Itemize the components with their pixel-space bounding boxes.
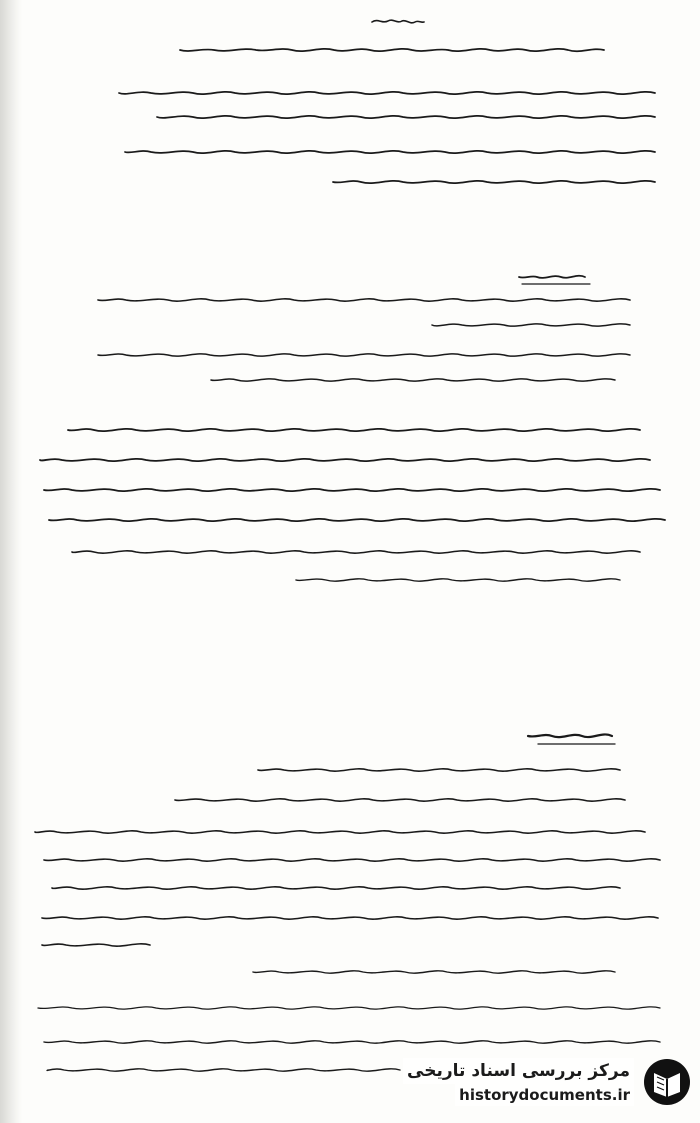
heading-one bbox=[519, 276, 590, 284]
intro-line-2 bbox=[157, 116, 655, 118]
intro-line-3 bbox=[125, 151, 655, 153]
archive-watermark bbox=[402, 1049, 692, 1115]
book-emblem-icon bbox=[642, 1057, 692, 1107]
basmala-line bbox=[372, 20, 424, 23]
items-two bbox=[35, 769, 660, 1071]
items-one bbox=[40, 299, 665, 581]
opening-line-1 bbox=[180, 49, 604, 51]
watermark-title: مرکز بررسی اسناد تاریخی bbox=[403, 1058, 634, 1084]
watermark-url: historydocuments.ir bbox=[455, 1084, 634, 1106]
intro-line-1 bbox=[119, 92, 655, 94]
watermark-text bbox=[403, 1058, 634, 1106]
heading-two bbox=[528, 734, 615, 744]
intro-line-4 bbox=[333, 181, 655, 183]
